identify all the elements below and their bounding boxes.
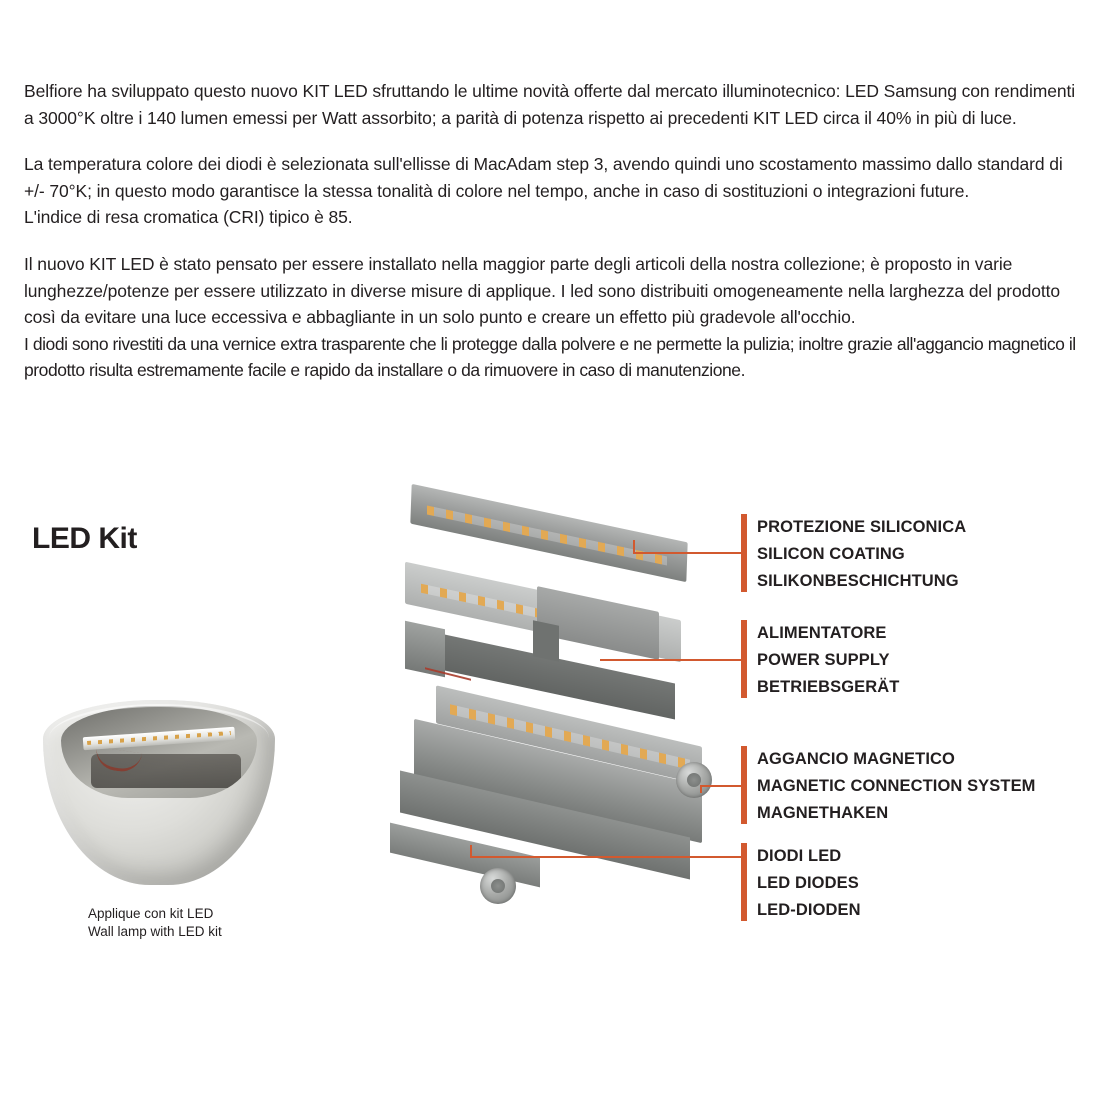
callout-accent-bar-magnetic: [741, 746, 747, 824]
callout-line-en-diodes: LED DIODES: [757, 874, 859, 893]
photo-caption-line-en: Wall lamp with LED kit: [88, 924, 222, 940]
callout-line-de-magnetic: MAGNETHAKEN: [757, 804, 889, 823]
leader-elbow-led-diodes: [470, 845, 472, 857]
callout-accent-bar-diodes: [741, 843, 747, 921]
paragraph-2: La temperatura colore dei diodi è selezionata sull'ellisse di MacAdam step 3, avendo quindi uno scostamento massimo dallo standard di +/- 70°K; in questo modo garantisce la stessa tonalità di colore nel tempo, anche in caso di sostituzioni o integrazioni future.: [24, 154, 1063, 201]
callout-line-it-magnetic: AGGANCIO MAGNETICO: [757, 750, 955, 768]
callout-accent-bar-silicon: [741, 514, 747, 592]
leader-line-silicon-coating: [633, 552, 741, 554]
callout-line-de-diodes: LED-DIODEN: [757, 901, 861, 920]
paragraph-4: Il nuovo KIT LED è stato pensato per essere installato nella maggior parte degli articoli della nostra collezione; è proposto in varie lunghezze/potenze per essere utilizzato in diverse misure di applique. I led sono distribuiti omogeneamente nella larghezza del prodotto così da evitare una luce eccessiva e abbagliante in un solo punto e creare un effetto più gradevole all'occhio.: [24, 253, 1061, 328]
leader-elbow-silicon-coating: [633, 540, 635, 553]
kit-power-supply-face: [533, 620, 559, 662]
leader-line-power-supply: [600, 659, 741, 661]
callout-text-magnetic: [757, 746, 1036, 828]
magnet-left-core: [491, 879, 505, 893]
callout-accent-bar-power: [741, 620, 747, 698]
callout-silicon-coating: [741, 514, 966, 596]
magnet-right: [676, 762, 712, 798]
callout-line-de-silicon: SILIKONBESCHICHTUNG: [757, 572, 959, 591]
photo-caption-line-it: Applique con kit LED: [88, 906, 214, 921]
callout-text-power: [757, 620, 899, 702]
callout-line-it-silicon: PROTEZIONE SILICONICA: [757, 518, 967, 536]
callout-line-en-magnetic: MAGNETIC CONNECTION SYSTEM: [757, 777, 1036, 796]
leader-line-magnetic-connection: [700, 785, 741, 787]
led-kit-lower-assembly: [390, 700, 730, 930]
callout-led-diodes: [741, 843, 861, 925]
figure-title: LED Kit: [32, 522, 137, 555]
magnet-left: [480, 868, 516, 904]
callout-line-it-power: ALIMENTATORE: [757, 624, 887, 642]
paragraph-3: L'indice di resa cromatica (CRI) tipico è 85.: [24, 207, 353, 228]
callout-line-en-power: POWER SUPPLY: [757, 651, 890, 670]
leader-elbow-magnetic-connection: [700, 785, 702, 793]
callout-line-it-diodes: DIODI LED: [757, 847, 842, 865]
callout-power-supply: [741, 620, 899, 702]
paragraph-1: Belfiore ha sviluppato questo nuovo KIT LED sfruttando le ultime novità offerte dal mercato illuminotecnico: LED Samsung con rendimenti a 3000°K oltre i 140 lumen emessi per Watt assorbito; a parità di potenza rispetto ai precedenti KIT LED circa il 40% in più di luce.: [24, 81, 1076, 128]
callout-magnetic-connection: [741, 746, 1036, 828]
intro-text-block: [24, 78, 1082, 404]
leader-line-led-diodes: [470, 856, 741, 858]
callout-line-en-silicon: SILICON COATING: [757, 545, 905, 564]
callout-text-diodes: [757, 843, 861, 925]
paragraph-5: I diodi sono rivestiti da una vernice extra trasparente che li protegge dalla polvere e ne permette la pulizia; inoltre grazie all'aggancio magnetico il prodotto risulta estremamente facile e rapido da installare o da rimuovere in caso di manutenzione.: [24, 333, 1076, 381]
callout-line-de-power: BETRIEBSGERÄT: [757, 678, 900, 697]
wall-lamp-photo: [35, 690, 285, 890]
photo-caption: [88, 905, 222, 941]
callout-text-silicon: [757, 514, 966, 596]
